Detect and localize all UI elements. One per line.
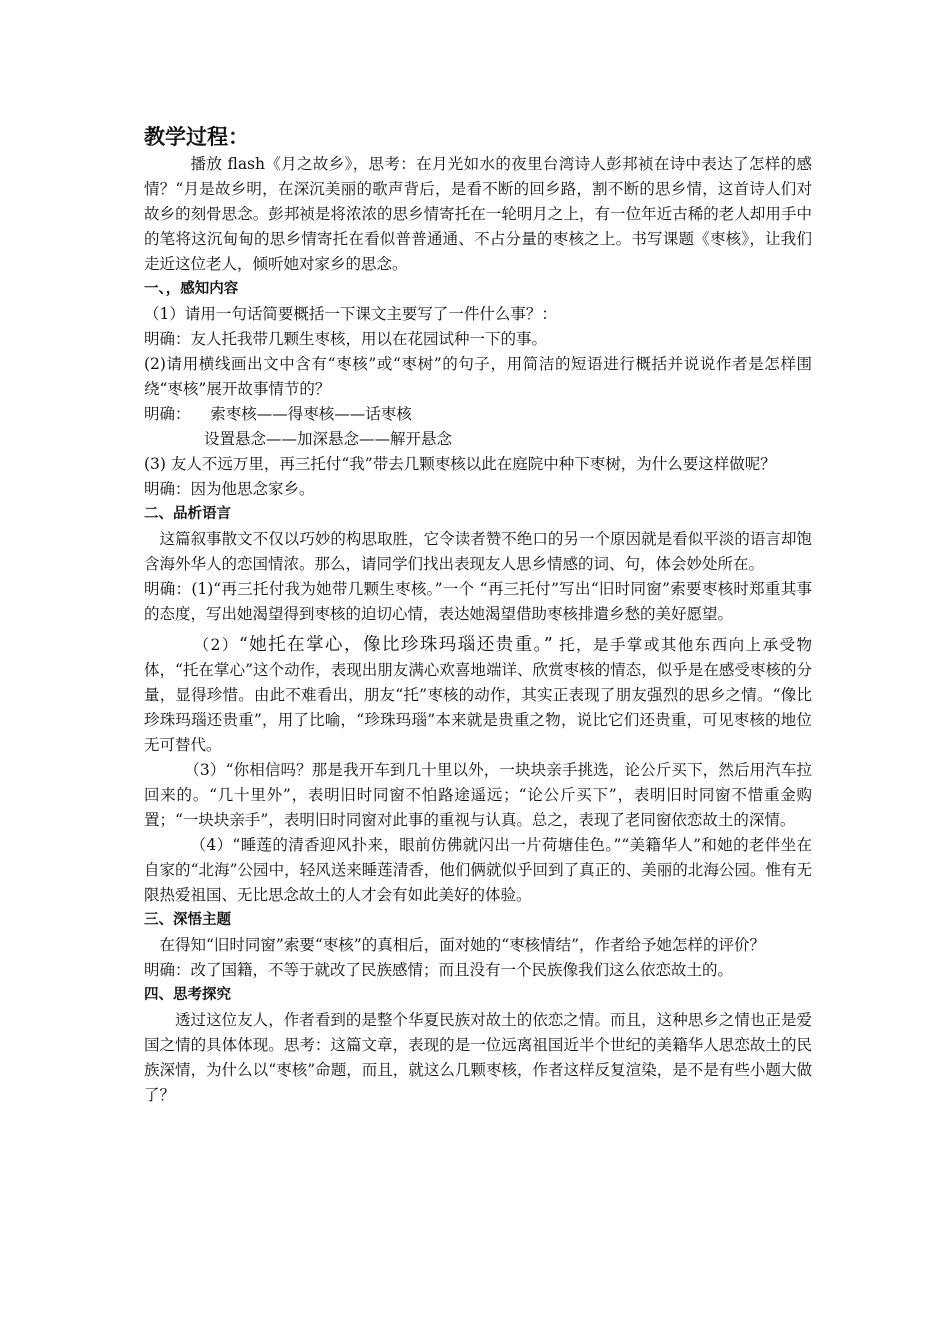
s1-question-1: （1）请用一句话简要概括一下课文主要写了一件什么事？：: [144, 305, 557, 323]
s2-answer-2: [144, 633, 812, 758]
s2-answer-3: （3）“你相信吗？那是我开车到几十里以外，一块块亲手挑选，论公斤买下，然后用汽车拉回来的。“几十里外”，表明旧时同窗不怕路途遥远；“论公斤买下”，表明旧时同窗不惜重金购置；“一块块亲手”，表明旧时同窗对此事的重视与认真。总之，表现了老同窗依恋故土的深情。: [144, 761, 812, 829]
document-page: [144, 122, 812, 1108]
s1-answer-2-line-2: 设置悬念——加深悬念——解开悬念: [204, 430, 453, 448]
intro-paragraph: 播放 flash《月之故乡》，思考：在月光如水的夜里台湾诗人彭邦祯在诗中表达了怎样的感情？“月是故乡明，在深沉美丽的歌声背后，是看不断的回乡路，割不断的思乡情，这首诗人们对故乡的刻骨思念。彭邦祯是将浓浓的思乡情寄托在一轮明月之上，有一位年近古稀的老人却用手中的笔将这沉甸甸的思乡情寄托在看似普普通通、不占分量的枣核之上。书写课题《枣核》，让我们走近这位老人，倾听她对家乡的思念。: [144, 155, 812, 273]
s1-question-3: (3) 友人不远万里，再三托付“我”带去几颗枣核以此在庭院中种下枣树，为什么要这样做呢？: [144, 455, 776, 473]
s3-question: 在得知“旧时同窗”索要“枣核”的真相后，面对她的“枣核情结”，作者给予她怎样的评价？: [159, 936, 766, 954]
page-title: 教学过程：: [144, 125, 249, 149]
s2-answer-2-prefix: （2）: [193, 636, 239, 654]
s2-intro: 这篇叙事散文不仅以巧妙的构思取胜，它令读者赞不绝口的另一个原因就是看似平淡的语言却饱含海外华人的恋国情浓。那么，请同学们找出表现友人思乡情感的词、句，体会妙处所在。: [144, 530, 812, 573]
s1-question-2: (2)请用横线画出文中含有“枣核”或“枣树”的句子，用简洁的短语进行概括并说说作者是怎样围绕“枣核”展开故事情节的？: [144, 355, 812, 398]
section-4-heading: 四、思考探究: [144, 987, 231, 1003]
s1-answer-2-line-1: 明确： 索枣核——得枣核——话枣核: [144, 405, 412, 423]
s4-text: 透过这位友人，作者看到的是整个华夏民族对故土的依恋之情。而且，这种思乡之情也正是爱国之情的具体体现。思考：这篇文章，表现的是一位远离祖国近半个世纪的美籍华人思恋故土的民族深情，为什么以“枣核”命题，而且，就这么几颗枣核，作者这样反复渲染，是不是有些小题大做了？: [144, 1011, 812, 1104]
s2-answer-4: （4）“睡莲的清香迎风扑来，眼前仿佛就闪出一片荷塘佳色。”“美籍华人”和她的老伴坐在自家的“北海”公园中，轻风送来睡莲清香，他们俩就似乎回到了真正的、美丽的北海公园。惟有无限热爱祖国、无比思念故土的人才会有如此美好的体验。: [144, 836, 812, 904]
section-3-heading: 三、深悟主题: [144, 912, 231, 928]
section-2-heading: 二、品析语言: [144, 506, 231, 522]
section-1-heading: 一、，感知内容: [144, 281, 239, 297]
s1-answer-3: 明确：因为他思念家乡。: [144, 480, 315, 498]
s1-answer-1: 明确：友人托我带几颗生枣核，用以在花园试种一下的事。: [144, 330, 548, 348]
s2-answer-2-rest: 托，是手掌或其他东西向上承受物体，“托在掌心”这个动作，表现出朋友满心欢喜地端详、欣赏枣核的情态，似乎是在感受枣核的分量，显得珍惜。由此不难看出，朋友“托”枣核的动作，其实正表现了朋友强烈的思乡之情。“像比珍珠玛瑙还贵重”，用了比喻，“珍珠玛瑙”本来就是贵重之物，说比它们还贵重，可见枣核的地位无可替代。: [144, 636, 812, 754]
s2-answer-1: 明确：(1)“再三托付我为她带几颗生枣核。”一个 “再三托付”写出“旧时同窗”索要枣核时郑重其事的态度，写出她渴望得到枣核的迫切心情，表达她渴望借助枣核排遣乡愁的美好愿望。: [144, 580, 812, 623]
s3-answer: 明确：改了国籍，不等于就改了民族感情；而且没有一个民族像我们这么依恋故土的。: [144, 961, 734, 979]
s2-answer-2-quote: “她托在掌心，像比珍珠玛瑙还贵重。”: [238, 635, 553, 655]
